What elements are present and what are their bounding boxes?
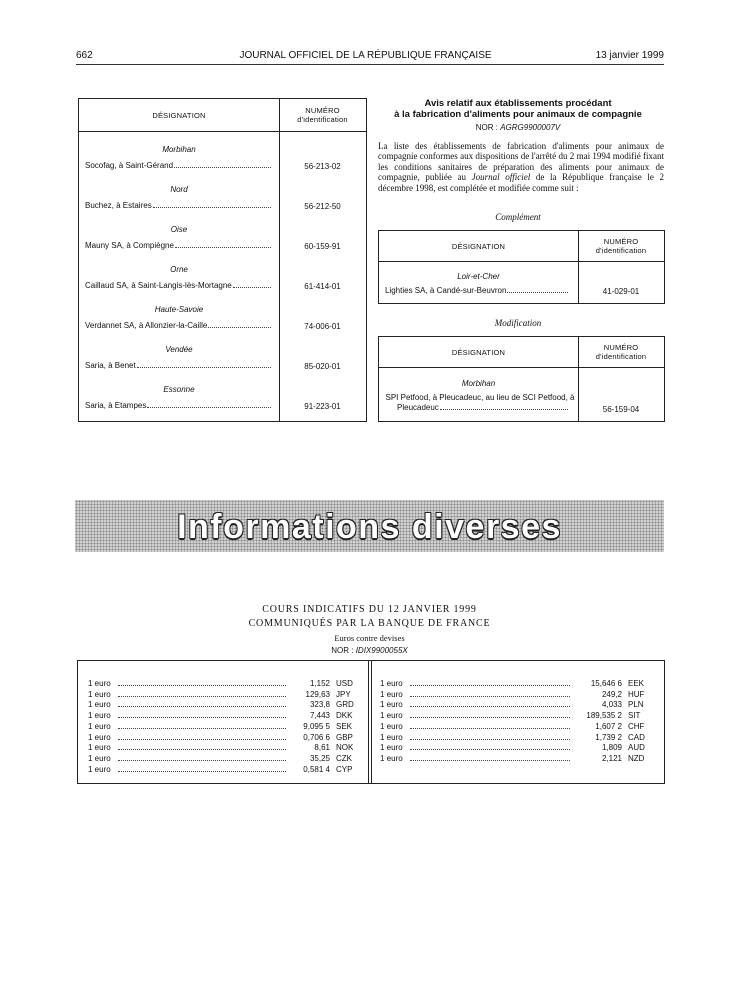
currency-code: SIT [628,711,641,721]
leader-dots [410,739,570,740]
col-numero-sub: d'identification [595,246,647,255]
table-row [85,201,272,210]
establishment-name: Lighties SA, à Candé-sur-Beuvron [385,286,507,295]
rate-row [380,709,652,720]
col-numero: NUMÉRO [305,106,340,115]
rate-value: 4,033 [601,700,622,710]
rate-value: 35,25 [309,753,330,763]
rate-label: 1 euro [380,679,403,688]
para-part-1: La liste des établissements de fabrication d'aliments pour animaux de compagnie conformes aux dispositions de l'arrêté du 2 mai 1994 modifié fixant les conditions sanitaires de préparation des aliments pour animaux de compagnie, publiée au [378,141,664,183]
page-number: 662 [76,50,93,61]
rate-value: 9,095 5 [303,721,330,731]
leader-dots [233,287,271,288]
col-numero: NUMÉRO [603,237,639,246]
complement-table [378,230,665,304]
currency-code: GBP [336,732,353,742]
rate-label: 1 euro [380,753,403,763]
cours-nor [75,646,664,655]
rate-row [88,720,360,731]
region-label: Morbihan [162,145,196,154]
table-row [85,321,272,330]
complement-title: Complément [495,212,541,222]
region-label: Oise [170,225,188,234]
column-divider [371,661,372,783]
cours-title-2: COMMUNIQUÉS PAR LA BANQUE DE FRANCE [248,618,491,629]
region-label: Orne [170,265,188,274]
col-designation: DÉSIGNATION [451,242,506,251]
header-rule [76,64,664,65]
region-label: Vendée [165,345,193,354]
establishment-name: Mauny SA, à Compiègne [85,241,174,250]
establishment-name: Saria, à Benet [85,361,136,370]
currency-code: GRD [336,700,354,710]
leader-dots [440,409,568,410]
rate-value: 1,607 2 [595,721,622,731]
exchange-rates-table [77,660,665,784]
rate-row [380,677,652,688]
nor-value: AGRG9900007V [500,123,561,132]
id-number: 91-223-01 [304,402,341,411]
leader-dots [118,696,286,697]
rate-row [88,677,360,688]
table-row [85,161,272,170]
establishment-name-cont: Pleucadeuc [397,403,439,412]
leader-dots [410,760,570,761]
rate-value: 1,809 [601,743,622,753]
para-emphasis: Journal officiel [471,172,531,183]
rate-value: 15,646 6 [590,679,622,688]
rate-value: 7,443 [309,711,330,721]
leader-dots [410,685,570,686]
id-number: 56-213-02 [304,162,341,171]
leader-dots [507,292,568,293]
currency-code: DKK [336,711,353,721]
establishment-name: SPI Petfood, à Pleucadeuc, au lieu de SCI Petfood, à [385,393,575,402]
region-label: Loir-et-Cher [457,272,500,281]
id-number: 56-212-50 [304,202,341,211]
leader-dots [174,167,271,168]
column-divider [279,99,280,421]
establishments-table [78,98,367,422]
rate-row [380,731,652,742]
establishment-name: Buchez, à Estaires [85,201,152,210]
cours-title-1: COURS INDICATIFS DU 12 JANVIER 1999 [262,604,477,615]
currency-code: PLN [628,700,644,710]
leader-dots [118,771,286,772]
table-row [85,401,272,410]
id-number: 61-414-01 [304,282,341,291]
leader-dots [137,367,271,368]
rate-label: 1 euro [380,743,403,753]
leader-dots [118,706,286,707]
leader-dots [153,207,271,208]
leader-dots [118,760,286,761]
id-number: 60-159-91 [304,242,341,251]
rate-value: 323,8 [309,700,330,710]
avis-paragraph [378,141,664,193]
rate-row [380,720,652,731]
col-designation: DÉSIGNATION [451,348,506,357]
col-numero-sub: d'identification [595,352,647,361]
leader-dots [175,247,271,248]
rate-value: 0,706 6 [303,732,330,742]
column-divider [368,661,369,783]
rate-label: 1 euro [88,743,111,753]
modification-table [378,336,665,422]
rate-value: 129,63 [305,689,330,699]
leader-dots [410,749,570,750]
avis-nor [372,122,664,133]
cours-subtitle: Euros contre devises [334,633,405,643]
nor-label: NOR : [475,123,498,132]
region-label: Morbihan [461,379,496,388]
rate-value: 189,535 2 [586,711,622,721]
rate-label: 1 euro [380,721,403,731]
id-number: 85-020-01 [304,362,341,371]
rate-row [88,763,360,774]
nor-value: IDIX9900055X [355,646,408,655]
journal-title: JOURNAL OFFICIEL DE LA RÉPUBLIQUE FRANÇAISE [239,50,492,61]
rate-row [88,741,360,752]
currency-code: USD [336,679,353,688]
col-designation: DÉSIGNATION [152,111,206,120]
establishment-name: Caillaud SA, à Saint-Langis-lès-Mortagne [85,281,232,290]
col-numero-sub: d'identification [297,115,348,124]
currency-code: HUF [628,689,645,699]
rate-row [380,698,652,709]
avis-title-1: Avis relatif aux établissements procédant [424,98,612,109]
rate-label: 1 euro [88,700,111,710]
rate-row [380,752,652,763]
rate-label: 1 euro [380,711,403,721]
leader-dots [410,696,570,697]
rate-row [88,688,360,699]
rate-row [88,752,360,763]
region-label: Essonne [163,385,195,394]
table-row [385,286,569,295]
currency-code: JPY [336,689,351,699]
currency-code: NZD [628,753,645,763]
id-number: 41-029-01 [602,287,640,296]
id-number: 74-006-01 [304,322,341,331]
rate-value: 2,121 [601,753,622,763]
currency-code: CYP [336,764,353,774]
currency-code: CAD [628,732,645,742]
rate-label: 1 euro [88,764,111,774]
rate-label: 1 euro [88,679,111,688]
issue-date: 13 janvier 1999 [595,50,664,61]
establishment-name: Saria, à Etampes [85,401,147,410]
leader-dots [410,728,570,729]
rate-value: 8,61 [314,743,330,753]
rate-row [380,741,652,752]
table-row [85,281,272,290]
modification-title: Modification [494,318,542,328]
rate-row [88,709,360,720]
rate-row [88,698,360,709]
table-row-line-1 [385,393,575,402]
leader-dots [118,749,286,750]
leader-dots [208,327,271,328]
rate-value: 249,2 [601,689,622,699]
table-row [85,361,272,370]
leader-dots [118,685,286,686]
region-label: Haute-Savoie [154,305,204,314]
avis-title-2: à la fabrication d'aliments pour animaux de compagnie [394,109,642,120]
leader-dots [118,739,286,740]
id-number: 56-159-04 [602,405,640,414]
currency-code: AUD [628,743,645,753]
rate-label: 1 euro [88,711,111,721]
rate-label: 1 euro [88,721,111,731]
leader-dots [118,728,286,729]
rate-label: 1 euro [380,700,403,710]
rate-row [380,688,652,699]
establishment-name: Socofag, à Saint-Gérand [85,161,174,170]
currency-code: SEK [336,721,353,731]
rate-value: 1,739 2 [595,732,622,742]
currency-code: CHF [628,721,645,731]
col-numero: NUMÉRO [603,343,639,352]
region-label: Nord [170,185,188,194]
leader-dots [118,717,286,718]
rate-row [88,731,360,742]
currency-code: CZK [336,753,352,763]
currency-code: NOK [336,743,354,753]
rate-value: 1,152 [309,679,330,688]
leader-dots [410,706,570,707]
nor-label: NOR : [331,646,354,655]
table-row [85,241,272,250]
rate-value: 0,581 4 [303,764,330,774]
para-part-2: de la République française le 2 décembre 1998, est complétée et modifiée comme suit : [378,172,664,193]
leader-dots [147,407,271,408]
rate-label: 1 euro [88,689,111,699]
rate-label: 1 euro [88,732,111,742]
rate-label: 1 euro [380,689,403,699]
leader-dots [410,717,570,718]
establishment-name: Verdannet SA, à Allonzier-la-Caille [85,321,208,330]
rate-label: 1 euro [88,753,111,763]
currency-code: EEK [628,679,645,688]
section-banner-title: Informations diverses [177,508,562,546]
table-row-line-2 [397,403,569,412]
rate-label: 1 euro [380,732,403,742]
